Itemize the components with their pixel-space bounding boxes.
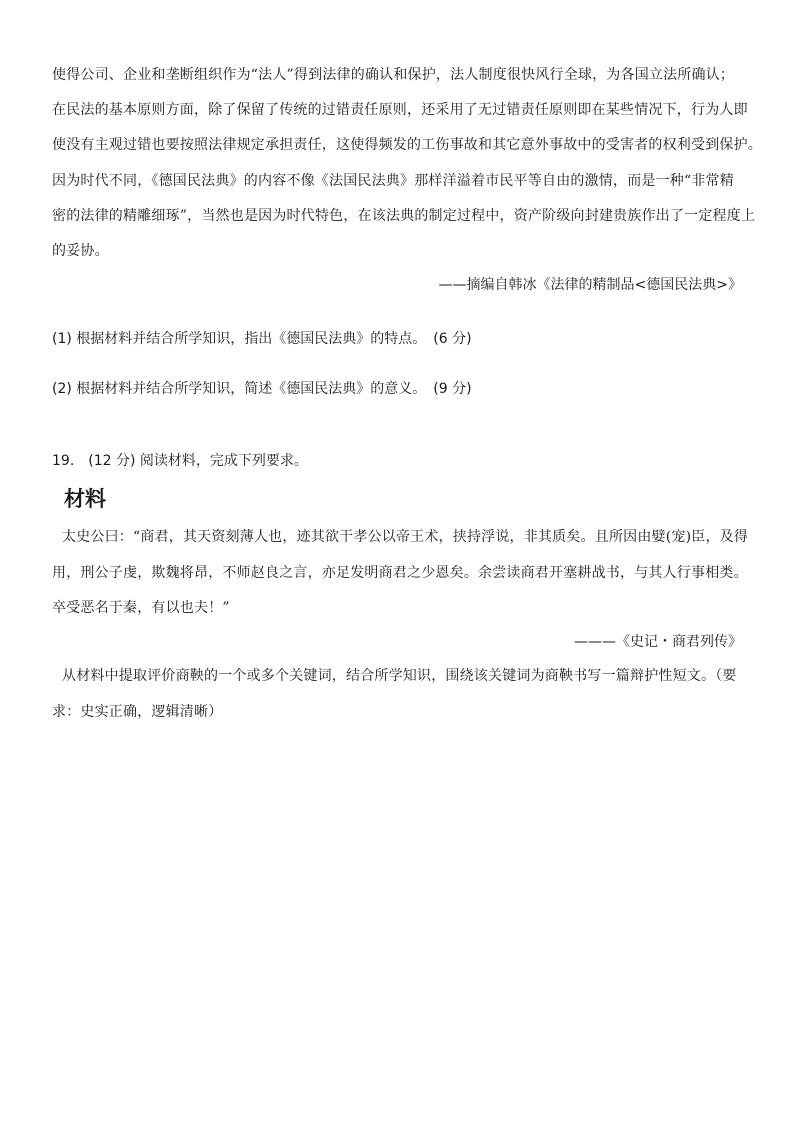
passage-line: 密的法律的精雕细琢”，当然也是因为时代特色，在该法典的制定过程中，资产阶级向封建贵族作出了一定程度上: [52, 208, 756, 224]
passage-line: 使得公司、企业和垄断组织作为“法人”得到法律的确认和保护，法人制度很快风行全球，为各国立法所确认；: [52, 67, 735, 83]
material-line: 用，刑公子虔，欺魏将昂，不师赵良之言，亦足发明商君之少恩矣。余尝读商君开塞耕战书，与其人行事相类。: [52, 565, 748, 581]
material-attribution: ———《史记・商君列传》: [574, 634, 742, 650]
task-line: 求：史实正确，逻辑清晰）: [52, 704, 223, 720]
material-line: 太史公曰：“商君，其天资刻薄人也，迹其欲干孝公以帝王术，挟持浮说，非其质矣。且所因由嬖(宠)臣，及得: [62, 529, 749, 545]
passage-line: 的妥协。: [52, 243, 109, 259]
question-19-header: 19. (12 分) 阅读材料，完成下列要求。: [52, 453, 308, 469]
passage-line: 因为时代不同，《德国民法典》的内容不像《法国民法典》那样洋溢着市民平等自由的激情，而是一种“非常精: [52, 173, 734, 189]
task-line: 从材料中提取评价商鞅的一个或多个关键词，结合所学知识，围绕该关键词为商鞅书写一篇辩护性短文。（要: [62, 668, 737, 684]
material-line: 卒受恶名于秦，有以也夫！”: [52, 600, 230, 616]
question-1: (1) 根据材料并结合所学知识，指出《德国民法典》的特点。 (6 分): [52, 331, 472, 347]
passage-line: 使没有主观过错也要按照法律规定承担责任，这使得频发的工伤事故和其它意外事故中的受害者的权利受到保护。: [52, 137, 762, 153]
passage-attribution: ——摘编自韩冰《法律的精制品<德国民法典>》: [438, 277, 742, 293]
question-2: (2) 根据材料并结合所学知识，简述《德国民法典》的意义。 (9 分): [52, 381, 472, 397]
passage-line: 在民法的基本原则方面，除了保留了传统的过错责任原则，还采用了无过错责任原则即在某些情况下，行为人即: [52, 102, 748, 118]
material-heading: 材料: [64, 487, 106, 511]
